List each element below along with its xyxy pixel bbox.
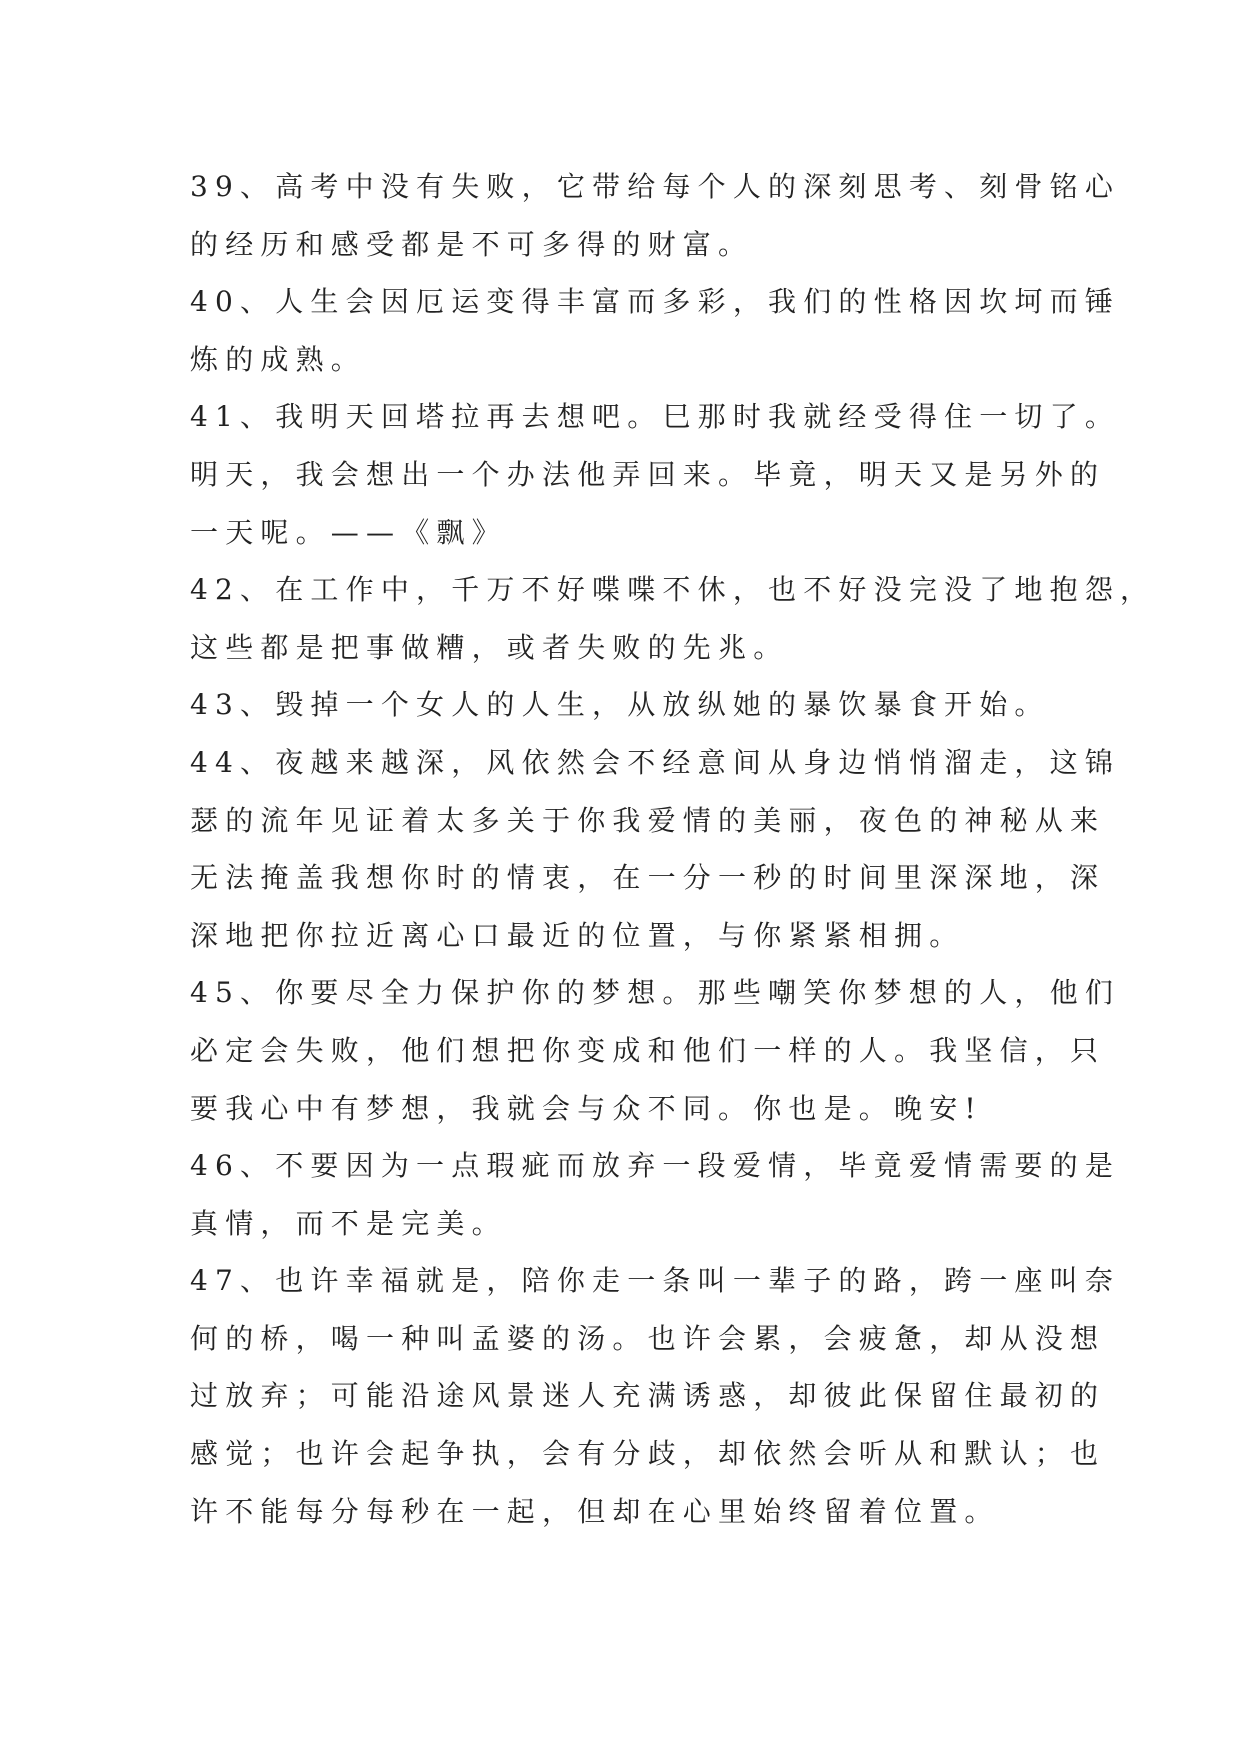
text-line: 过放弃；可能沿途风景迷人充满诱惑，却彼此保留住最初的 (190, 1379, 1106, 1413)
quote-entry-40 (190, 273, 1121, 388)
text-line: 46、不要因为一点瑕疵而放弃一段爱情，毕竟爱情需要的是 (190, 1149, 1121, 1183)
text-line: 40、人生会因厄运变得丰富而多彩，我们的性格因坎坷而锤 (190, 285, 1121, 319)
text-line: 这些都是把事做糟，或者失败的先兆。 (190, 630, 789, 664)
text-line: 39、高考中没有失败，它带给每个人的深刻思考、刻骨铭心 (190, 170, 1121, 203)
quote-entry-41 (190, 388, 1121, 561)
text-line: 瑟的流年见证着太多关于你我爱情的美丽，夜色的神秘从来 (190, 803, 1106, 837)
text-line: 许不能每分每秒在一起，但却在心里始终留着位置。 (190, 1494, 1000, 1528)
text-line: 真情，而不是完美。 (190, 1206, 507, 1240)
text-line: 一天呢。——《飘》 (190, 515, 507, 549)
quote-entry-46 (190, 1137, 1121, 1252)
text-line: 必定会失败，他们想把你变成和他们一样的人。我坚信，只 (190, 1033, 1106, 1067)
text-line: 要我心中有梦想，我就会与众不同。你也是。晚安! (190, 1091, 983, 1125)
quote-entry-39 (190, 158, 1121, 273)
quote-entry-42 (190, 561, 1156, 676)
text-line: 深地把你拉近离心口最近的位置，与你紧紧相拥。 (190, 918, 965, 952)
text-line: 42、在工作中，千万不好喋喋不休，也不好没完没了地抱怨， (190, 573, 1156, 607)
text-line: 无法掩盖我想你时的情衷，在一分一秒的时间里深深地，深 (190, 861, 1106, 895)
text-line: 41、我明天回塔拉再去想吧。巳那时我就经受得住一切了。 (190, 400, 1121, 434)
text-line: 何的桥，喝一种叫孟婆的汤。也许会累，会疲惫，却从没想 (190, 1321, 1106, 1355)
text-line: 明天，我会想出一个办法他弄回来。毕竟，明天又是另外的 (190, 457, 1106, 491)
text-line: 炼的成熟。 (190, 342, 367, 376)
text-line: 44、夜越来越深，风依然会不经意间从身边悄悄溜走，这锦 (190, 745, 1121, 779)
quote-entry-44 (190, 734, 1121, 964)
quote-entry-43 (190, 676, 1070, 734)
quote-entry-45 (190, 964, 1121, 1137)
text-line: 感觉；也许会起争执，会有分歧，却依然会听从和默认；也 (190, 1437, 1106, 1471)
text-line: 43、毁掉一个女人的人生，从放纵她的暴饮暴食开始。 (190, 688, 1050, 722)
document-body (190, 158, 1156, 1540)
text-line: 45、你要尽全力保护你的梦想。那些嘲笑你梦想的人，他们 (190, 976, 1121, 1010)
text-line: 47、也许幸福就是，陪你走一条叫一辈子的路，跨一座叫奈 (190, 1264, 1121, 1298)
text-line: 的经历和感受都是不可多得的财富。 (190, 227, 754, 261)
quote-entry-47 (190, 1252, 1121, 1540)
